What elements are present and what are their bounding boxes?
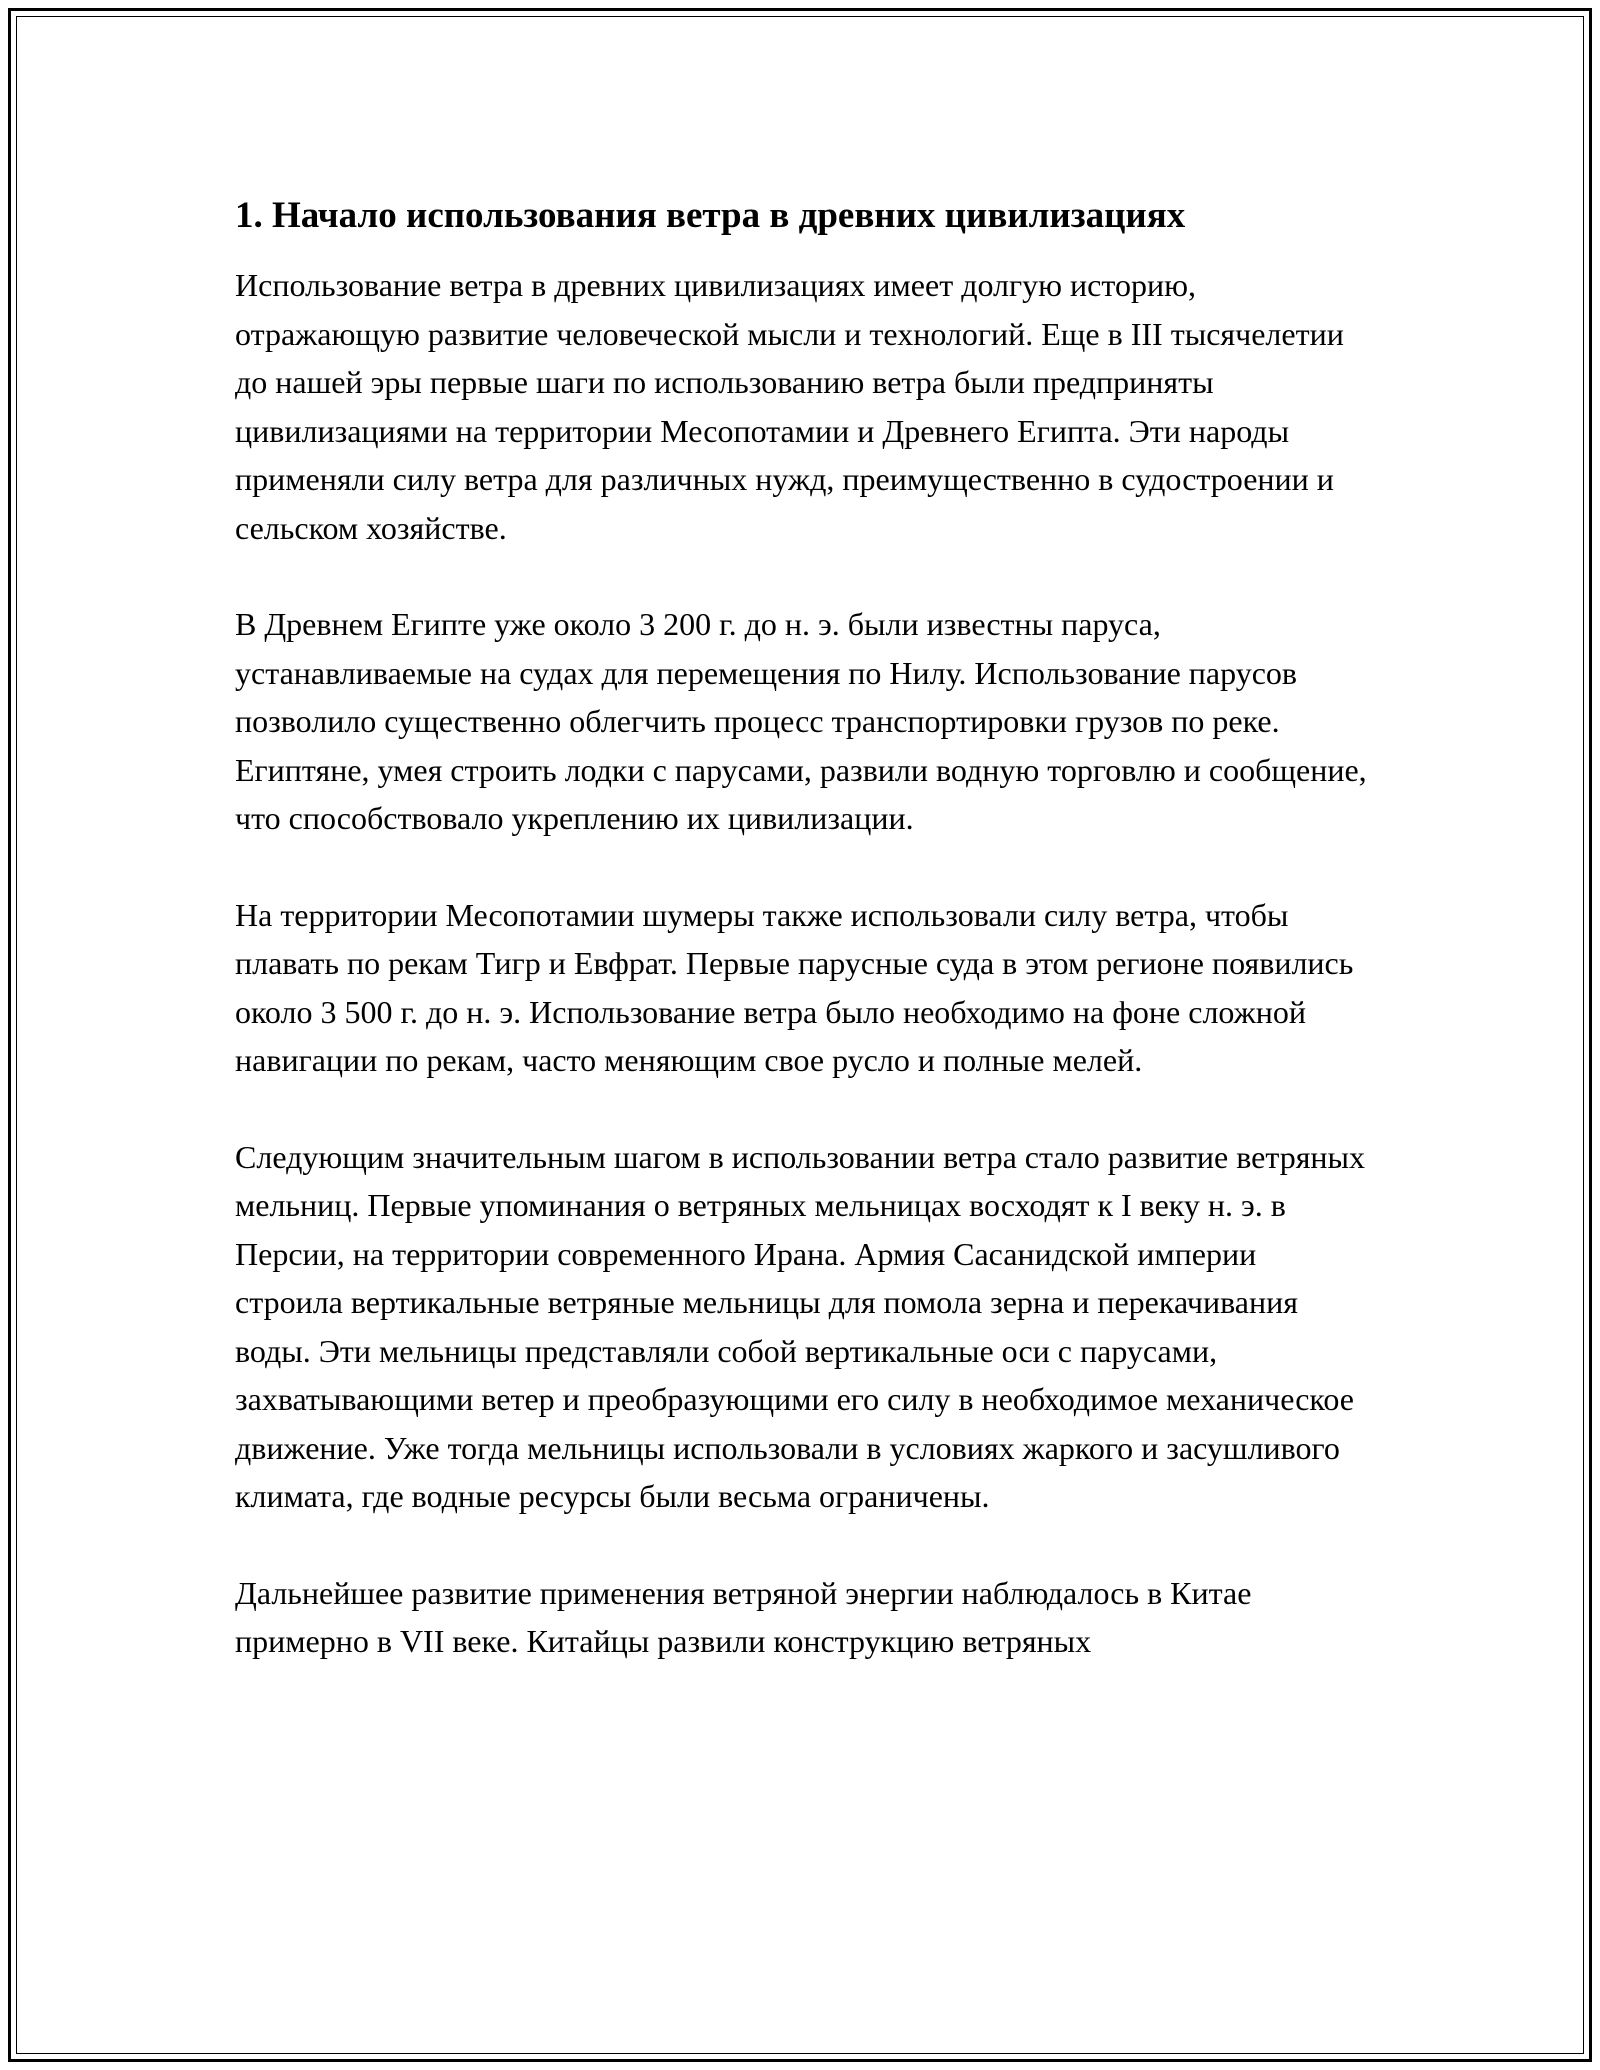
paragraph-2: В Древнем Египте уже около 3 200 г. до н. э. были известны паруса, устанавливаемые на судах для перемещения по Нилу. Использование парусов позволило существенно облегчить процесс транспортировки грузов по реке. Египтяне, умея строить лодки с парусами, развили водную торговлю и сообщение, что способствовало укреплению их цивилизации. bbox=[235, 606, 1367, 836]
paragraph-1: Использование ветра в древних цивилизациях имеет долгую историю, отражающую развитие человеческой мысли и технологий. Еще в III тысячелетии до нашей эры первые шаги по использованию ветра были предприняты цивилизациями на территории Месопотамии и Древнего Египта. Эти народы применяли силу ветра для различных нужд, преимущественно в судостроении и сельском хозяйстве. bbox=[235, 267, 1344, 546]
paragraph-5: Дальнейшее развитие применения ветряной энергии наблюдалось в Китае примерно в VII веке. Китайцы развили конструкцию ветряных bbox=[235, 1574, 1252, 1659]
document-body bbox=[235, 188, 1370, 1666]
paragraph-3: На территории Месопотамии шумеры также использовали силу ветра, чтобы плавать по рекам Тигр и Евфрат. Первые парусные суда в этом регионе появились около 3 500 г. до н. э. Использование ветра было необходимо на фоне сложной навигации по рекам, часто меняющим свое русло и полные мелей. bbox=[235, 896, 1354, 1078]
paragraph-4: Следующим значительным шагом в использовании ветра стало развитие ветряных мельниц. Первые упоминания о ветряных мельницах восходят к I веку н. э. в Персии, на территории современного Ирана. Армия Сасанидской империи строила вертикальные ветряные мельницы для помола зерна и перекачивания воды. Эти мельницы представляли собой вертикальные оси с парусами, захватывающими ветер и преобразующими его силу в необходимое механическое движение. Уже тогда мельницы использовали в условиях жаркого и засушливого климата, где водные ресурсы были весьма ограничены. bbox=[235, 1138, 1366, 1514]
section-title: 1. Начало использования ветра в древних цивилизациях bbox=[235, 195, 1186, 236]
